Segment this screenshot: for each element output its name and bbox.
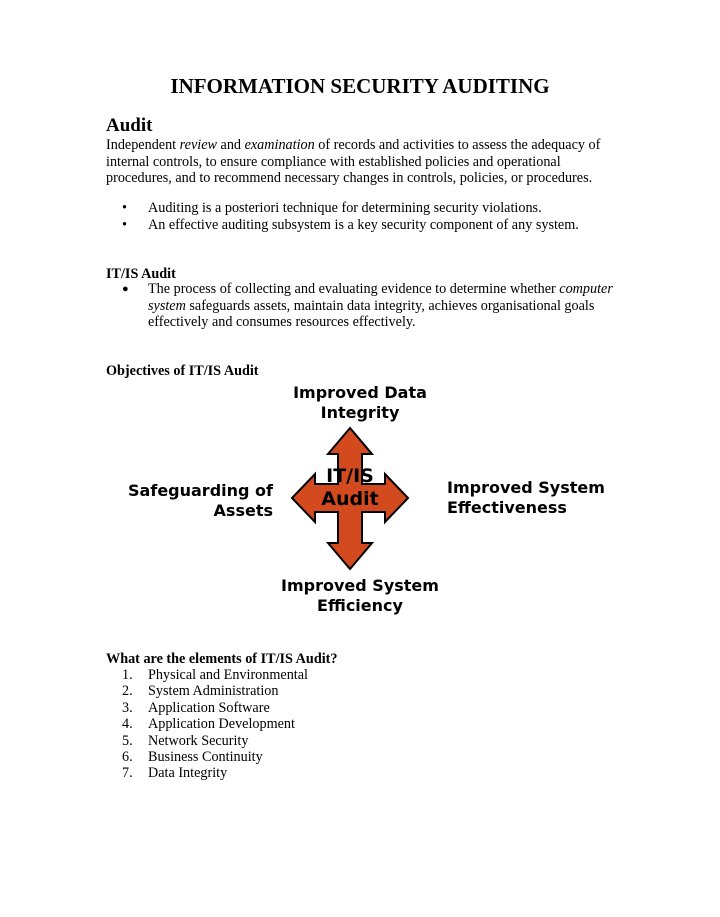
objective-right-label (447, 478, 627, 518)
objective-bottom-label (270, 576, 450, 616)
objective-top-line-1: Improved Data (293, 383, 427, 402)
center-label-line-1: IT/IS (326, 465, 374, 487)
audit-definition-emphasis-examination: examination (244, 137, 315, 153)
list-number: 4. (122, 716, 133, 733)
objective-left-label (120, 481, 273, 521)
list-item-text: Application Software (148, 699, 270, 716)
audit-definition-emphasis-review: review (179, 137, 217, 153)
audit-definition-text-1: Independent (106, 137, 180, 153)
list-item-text: An effective auditing subsystem is a key security component of any system. (148, 216, 579, 233)
list-number: 3. (122, 699, 133, 716)
list-item (122, 667, 308, 683)
audit-definition-text-3: of records and activities to assess the adequacy of internal controls, to ensure compliance with established policies and operational procedures, and to recommend necessary changes in controls, policies, or procedures. (106, 137, 601, 186)
audit-bullet-list (122, 200, 642, 233)
list-item-text: System Administration (148, 683, 279, 700)
list-item-text: Network Security (148, 732, 249, 749)
list-item (122, 217, 642, 234)
itis-text-2: safeguards assets, maintain data integrity, achieves organisational goals effectively and consumes resources effectively. (148, 297, 595, 330)
page-title: INFORMATION SECURITY AUDITING (170, 74, 550, 98)
list-item (122, 716, 308, 732)
list-number: 6. (122, 749, 133, 766)
list-item-text: Physical and Environmental (148, 667, 308, 683)
bullet-icon: ● (122, 283, 129, 295)
list-number: 5. (122, 732, 133, 749)
four-way-arrow-diagram (290, 426, 410, 571)
list-item (122, 683, 308, 699)
list-item-text: Data Integrity (148, 765, 228, 782)
objective-top-label (280, 383, 440, 423)
list-item-text: Business Continuity (148, 749, 263, 766)
objective-left-line-2: Assets (213, 501, 273, 520)
center-label-line-2: Audit (321, 488, 379, 510)
list-item (122, 733, 308, 749)
objective-left-line-1: Safeguarding of (128, 481, 273, 500)
list-number: 7. (122, 765, 133, 782)
audit-definition (106, 137, 626, 187)
objective-right-line-1: Improved System (447, 478, 605, 497)
list-item-text: Auditing is a posteriori technique for determining security violations. (148, 200, 542, 216)
elements-list (122, 667, 308, 782)
bullet-icon: • (122, 200, 127, 216)
list-item (122, 749, 308, 765)
objectives-heading: Objectives of IT/IS Audit (106, 363, 259, 379)
itis-emphasis-computer-system: computer system (148, 281, 613, 314)
audit-definition-text-2: and (216, 137, 245, 153)
itis-heading: IT/IS Audit (106, 266, 176, 282)
itis-definition (122, 281, 620, 331)
audit-heading: Audit (106, 115, 153, 136)
list-item (122, 765, 308, 781)
itis-definition-text (148, 281, 620, 331)
list-item (122, 200, 642, 217)
list-item-text: Application Development (148, 716, 295, 733)
objective-bottom-line-2: Efficiency (317, 596, 403, 615)
objective-bottom-line-1: Improved System (281, 576, 439, 595)
list-number: 1. (122, 667, 133, 683)
list-item (122, 700, 308, 716)
list-number: 2. (122, 683, 133, 700)
itis-text-1: The process of collecting and evaluating evidence to determine whether (148, 281, 560, 297)
objective-top-line-2: Integrity (320, 403, 400, 422)
elements-heading: What are the elements of IT/IS Audit? (106, 651, 338, 667)
bullet-icon: • (122, 216, 127, 233)
objective-right-line-2: Effectiveness (447, 498, 567, 517)
